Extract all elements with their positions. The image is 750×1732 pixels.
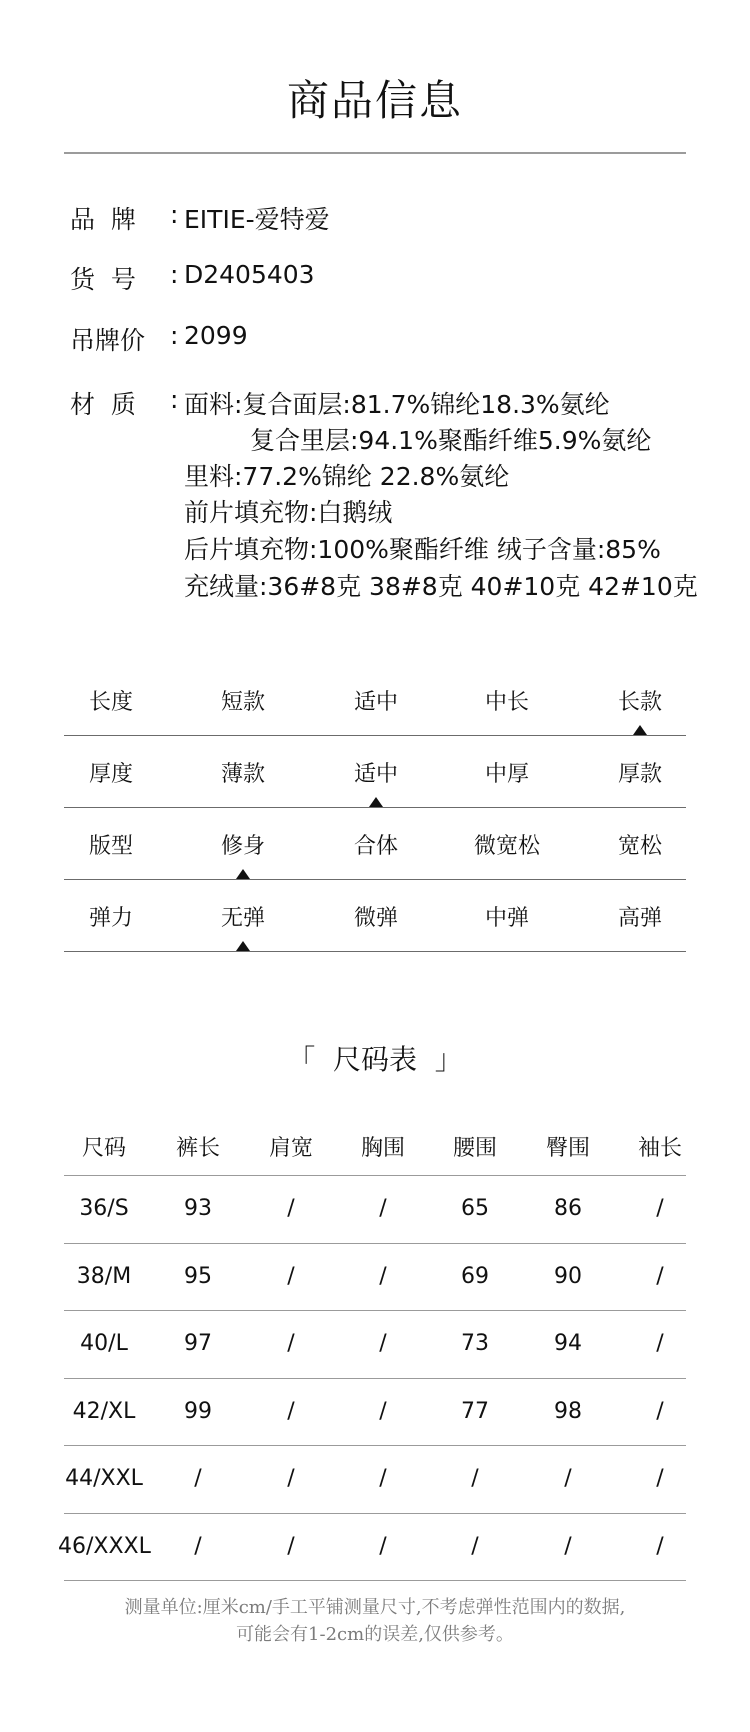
material-line: 前片填充物:白鹅绒	[184, 498, 393, 527]
row-divider	[64, 1445, 686, 1446]
selected-marker-icon	[369, 797, 383, 807]
row-divider	[64, 1175, 686, 1176]
sku-value: D2405403	[184, 260, 315, 289]
table-cell: 90	[554, 1263, 582, 1289]
table-cell: /	[564, 1533, 572, 1559]
price-label: 吊牌价	[70, 326, 146, 355]
row-divider	[64, 1310, 686, 1311]
brand-value: EITIE-爱特爱	[184, 205, 330, 234]
attribute-row	[64, 879, 686, 951]
attribute-option: 中厚	[484, 762, 529, 787]
table-cell: /	[379, 1263, 387, 1289]
note-line: 可能会有1-2cm的误差,仅供参考。	[236, 1624, 514, 1645]
table-cell: 77	[461, 1398, 489, 1424]
attribute-option: 修身	[220, 834, 265, 859]
measurement-note	[0, 1594, 750, 1648]
table-cell: /	[194, 1466, 202, 1491]
attribute-option: 中长	[484, 690, 529, 715]
table-cell: 73	[461, 1331, 489, 1356]
material-line: 后片填充物:100%聚酯纤维 绒子含量:85%	[184, 535, 661, 564]
material-line: 面料:复合面层:81.7%锦纶18.3%氨纶	[184, 390, 610, 419]
attribute-option: 无弹	[220, 906, 265, 931]
column-header: 肩宽	[268, 1136, 313, 1161]
table-cell: /	[656, 1263, 664, 1289]
size-chart-title: 「 尺码表 」	[287, 1043, 463, 1076]
column-header: 腰围	[452, 1136, 497, 1161]
table-cell: /	[287, 1263, 295, 1289]
table-cell: 86	[554, 1196, 582, 1221]
table-cell: /	[656, 1466, 664, 1491]
table-cell: /	[287, 1466, 295, 1491]
table-cell: 69	[461, 1263, 489, 1289]
table-cell: /	[287, 1533, 295, 1559]
row-divider	[64, 951, 686, 952]
column-header: 臀围	[545, 1136, 590, 1161]
attribute-option: 适中	[353, 690, 398, 715]
selected-marker-icon	[236, 941, 250, 951]
selected-marker-icon	[633, 725, 647, 735]
row-divider	[64, 1243, 686, 1244]
table-cell: 93	[184, 1196, 212, 1221]
table-cell: /	[379, 1331, 387, 1356]
table-cell: 38/M	[76, 1263, 132, 1289]
table-cell: /	[287, 1331, 295, 1356]
note-line: 测量单位:厘米cm/手工平铺测量尺寸,不考虑弹性范围内的数据,	[124, 1597, 626, 1618]
column-header: 裤长	[175, 1136, 220, 1161]
attribute-name: 厚度	[88, 762, 133, 787]
table-cell: 40/L	[80, 1331, 128, 1356]
attribute-option: 高弹	[617, 906, 662, 931]
title-divider	[64, 152, 686, 154]
attribute-option: 适中	[353, 762, 398, 787]
material-colon: :	[170, 385, 179, 414]
attribute-option: 合体	[353, 834, 398, 859]
table-cell: /	[564, 1466, 572, 1491]
table-cell: 94	[554, 1331, 582, 1356]
attribute-option: 微宽松	[473, 834, 540, 859]
table-cell: 46/XXXL	[58, 1533, 151, 1559]
table-cell: /	[656, 1331, 664, 1356]
attribute-option: 中弹	[484, 906, 529, 931]
table-cell: 36/S	[79, 1196, 129, 1221]
material-line: 复合里层:94.1%聚酯纤维5.9%氨纶	[250, 426, 652, 455]
table-cell: 99	[184, 1398, 212, 1424]
attribute-name: 长度	[88, 690, 133, 715]
table-cell: 44/XXL	[65, 1466, 143, 1491]
row-divider	[64, 1378, 686, 1379]
column-header: 胸围	[360, 1136, 405, 1161]
sku-label: 货 号	[70, 265, 136, 294]
attribute-option: 微弹	[353, 906, 398, 931]
table-cell: 98	[554, 1398, 582, 1424]
table-cell: /	[471, 1533, 479, 1559]
material-line: 充绒量:36#8克 38#8克 40#10克 42#10克	[184, 572, 698, 601]
page-title: 商品信息	[286, 76, 463, 125]
attribute-row	[64, 663, 686, 735]
attribute-option: 宽松	[617, 834, 662, 859]
table-cell: /	[656, 1398, 664, 1424]
table-cell: /	[656, 1533, 664, 1559]
attribute-row	[64, 735, 686, 807]
column-header: 袖长	[637, 1136, 682, 1161]
table-cell: /	[379, 1196, 387, 1221]
selected-marker-icon	[236, 869, 250, 879]
brand-colon: :	[170, 200, 179, 229]
table-cell: /	[379, 1533, 387, 1559]
table-cell: /	[194, 1533, 202, 1559]
attribute-name: 版型	[88, 834, 133, 859]
sku-colon: :	[170, 260, 179, 289]
row-divider	[64, 1580, 686, 1581]
table-cell: 65	[461, 1196, 489, 1221]
material-label: 材 质	[70, 390, 136, 419]
table-cell: /	[287, 1398, 295, 1424]
table-cell: /	[471, 1466, 479, 1491]
attribute-option: 薄款	[220, 762, 265, 787]
attribute-name: 弹力	[88, 906, 133, 931]
row-divider	[64, 1513, 686, 1514]
price-value: 2099	[184, 321, 248, 350]
attribute-option: 短款	[220, 690, 265, 715]
attribute-option: 厚款	[617, 762, 662, 787]
table-cell: 42/XL	[72, 1398, 136, 1424]
attribute-row	[64, 807, 686, 879]
table-cell: /	[379, 1398, 387, 1424]
table-cell: /	[379, 1466, 387, 1491]
table-cell: /	[656, 1196, 664, 1221]
table-cell: 95	[184, 1263, 212, 1289]
table-cell: /	[287, 1196, 295, 1221]
table-cell: 97	[184, 1331, 212, 1356]
price-colon: :	[170, 321, 179, 350]
material-line: 里料:77.2%锦纶 22.8%氨纶	[184, 462, 510, 491]
column-header: 尺码	[81, 1136, 126, 1161]
brand-label: 品 牌	[70, 205, 136, 234]
attribute-option: 长款	[617, 690, 662, 715]
